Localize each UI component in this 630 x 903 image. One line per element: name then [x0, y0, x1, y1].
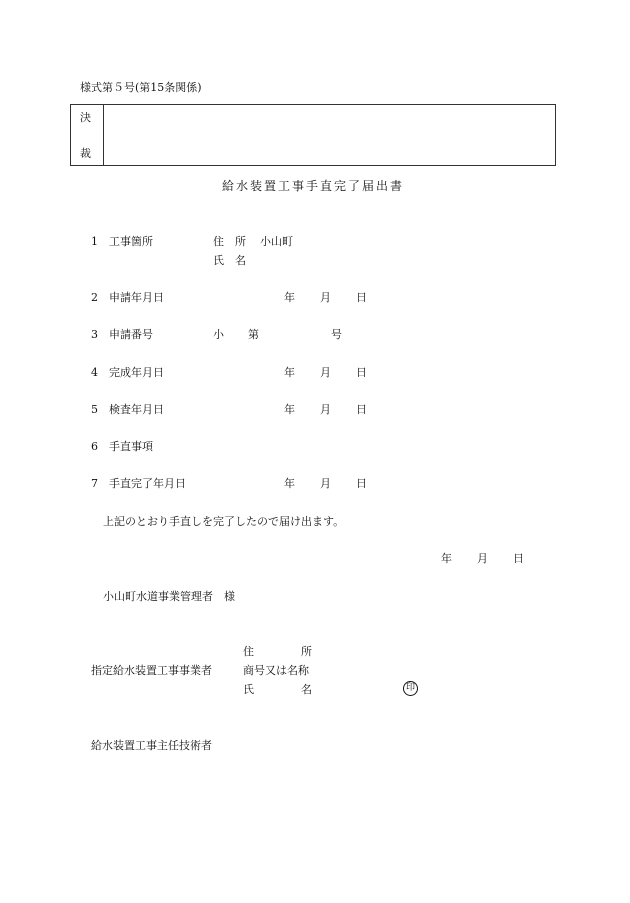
item-5-label: 検査年月日	[109, 403, 164, 416]
name-label: 氏 名	[213, 254, 246, 267]
form-number: 様式第５号(第15条関係)	[80, 81, 202, 94]
document-title: 給水装置工事手直完了届出書	[222, 179, 405, 193]
approval-label-1: 決	[80, 111, 91, 124]
item-4-day: 日	[356, 366, 367, 379]
approval-label-2: 裁	[80, 147, 91, 160]
item-7-year: 年	[284, 477, 295, 490]
item-4-month: 月	[320, 366, 331, 379]
item-4-label: 完成年月日	[109, 366, 164, 379]
contractor-name-label-1: 氏	[243, 683, 254, 696]
item-5-month: 月	[320, 403, 331, 416]
item-7-number: 7	[91, 477, 98, 490]
contractor-address-label-2: 所	[301, 645, 312, 658]
application-number-dai: 第	[248, 328, 259, 341]
item-7-label: 手直完了年月日	[109, 477, 186, 490]
approval-divider	[103, 105, 104, 165]
address-value: 小山町	[260, 235, 293, 248]
item-6-number: 6	[91, 440, 98, 453]
contractor-company-label: 商号又は名称	[243, 664, 309, 677]
item-5-day: 日	[356, 403, 367, 416]
contractor-label: 指定給水装置工事事業者	[91, 664, 212, 677]
item-4-number: 4	[91, 366, 98, 379]
application-number-prefix: 小	[213, 328, 224, 341]
seal-icon: 印	[403, 681, 418, 696]
contractor-address-label-1: 住	[243, 645, 254, 658]
application-number-go: 号	[331, 328, 342, 341]
statement-text: 上記のとおり手直しを完了したので届け出ます。	[103, 515, 345, 528]
item-2-year: 年	[284, 291, 295, 304]
contractor-name-label-2: 名	[301, 683, 312, 696]
item-6-label: 手直事項	[109, 440, 153, 453]
submission-year: 年	[441, 552, 452, 565]
item-5-number: 5	[91, 403, 98, 416]
item-2-day: 日	[356, 291, 367, 304]
item-2-number: 2	[91, 291, 98, 304]
item-2-label: 申請年月日	[109, 291, 164, 304]
submission-day: 日	[513, 552, 524, 565]
item-1-label: 工事箇所	[109, 235, 153, 248]
addressee: 小山町水道事業管理者 様	[103, 590, 235, 603]
item-1-number: 1	[91, 235, 98, 248]
address-label: 住 所	[213, 235, 246, 248]
approval-box	[70, 104, 556, 166]
item-7-month: 月	[320, 477, 331, 490]
submission-month: 月	[477, 552, 488, 565]
item-3-number: 3	[91, 328, 98, 341]
item-4-year: 年	[284, 366, 295, 379]
item-3-label: 申請番号	[109, 328, 153, 341]
item-5-year: 年	[284, 403, 295, 416]
item-7-day: 日	[356, 477, 367, 490]
chief-engineer-label: 給水装置工事主任技術者	[91, 739, 212, 752]
item-2-month: 月	[320, 291, 331, 304]
